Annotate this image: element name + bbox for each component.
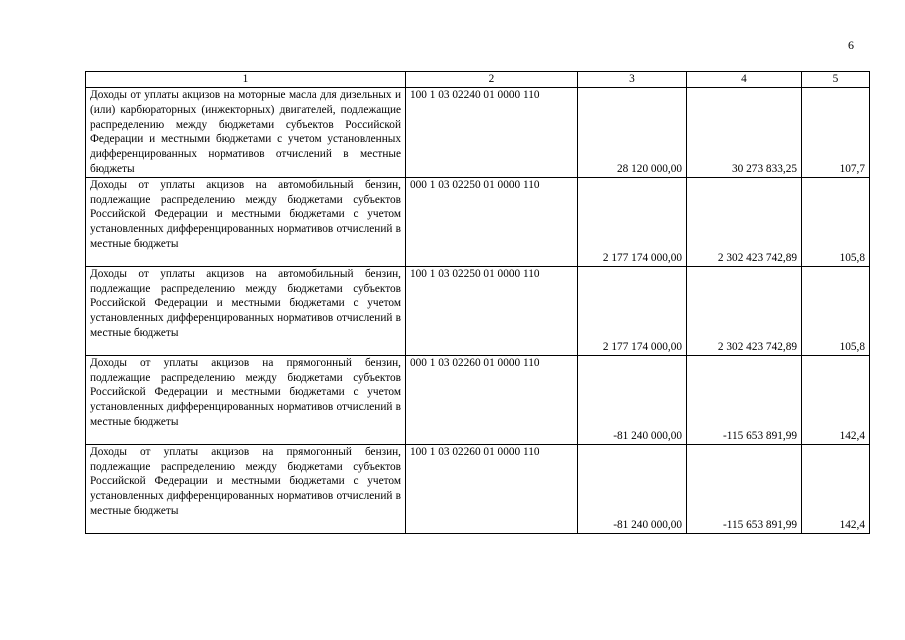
income-description: Доходы от уплаты акцизов на автомобильный бензин, подлежащие распределению между бюджетами субъектов Российской Федерации и местными бюджетами с учетом установленных дифференцированных нормативов отчислений в местные бюджеты	[86, 266, 406, 355]
page-number: 6	[848, 38, 854, 52]
budget-code: 000 1 03 02260 01 0000 110	[406, 355, 578, 444]
revenue-table	[85, 71, 870, 534]
column-header: 4	[687, 72, 802, 88]
actual-amount: 2 302 423 742,89	[687, 266, 802, 355]
column-header: 3	[578, 72, 687, 88]
actual-amount: -115 653 891,99	[687, 355, 802, 444]
income-description: Доходы от уплаты акцизов на прямогонный бензин, подлежащие распределению между бюджетами субъектов Российской Федерации и местными бюджетами с учетом установленных дифференцированных нормативов отчислений в местные бюджеты	[86, 355, 406, 444]
execution-percent: 105,8	[802, 266, 870, 355]
table-row	[86, 88, 870, 178]
table-row	[86, 266, 870, 355]
budget-code: 100 1 03 02260 01 0000 110	[406, 444, 578, 533]
column-header: 2	[406, 72, 578, 88]
actual-amount: 30 273 833,25	[687, 88, 802, 178]
budget-code: 100 1 03 02240 01 0000 110	[406, 88, 578, 178]
execution-percent: 105,8	[802, 177, 870, 266]
actual-amount: 2 302 423 742,89	[687, 177, 802, 266]
table-header-row	[86, 72, 870, 88]
execution-percent: 107,7	[802, 88, 870, 178]
column-header: 5	[802, 72, 870, 88]
table-row	[86, 355, 870, 444]
income-description: Доходы от уплаты акцизов на прямогонный бензин, подлежащие распределению между бюджетами субъектов Российской Федерации и местными бюджетами с учетом установленных дифференцированных нормативов отчислений в местные бюджеты	[86, 444, 406, 533]
planned-amount: -81 240 000,00	[578, 355, 687, 444]
column-header: 1	[86, 72, 406, 88]
income-description: Доходы от уплаты акцизов на моторные масла для дизельных и (или) карбюраторных (инжекторных) двигателей, подлежащие распределению между бюджетами субъектов Российской Федерации и местными бюджетами с учетом установленных дифференцированных нормативов отчислений в местные бюджеты	[86, 88, 406, 178]
budget-code: 100 1 03 02250 01 0000 110	[406, 266, 578, 355]
budget-code: 000 1 03 02250 01 0000 110	[406, 177, 578, 266]
table-row	[86, 177, 870, 266]
actual-amount: -115 653 891,99	[687, 444, 802, 533]
planned-amount: 28 120 000,00	[578, 88, 687, 178]
execution-percent: 142,4	[802, 444, 870, 533]
planned-amount: 2 177 174 000,00	[578, 266, 687, 355]
execution-percent: 142,4	[802, 355, 870, 444]
income-description: Доходы от уплаты акцизов на автомобильный бензин, подлежащие распределению между бюджетами субъектов Российской Федерации и местными бюджетами с учетом установленных дифференцированных нормативов отчислений в местные бюджеты	[86, 177, 406, 266]
planned-amount: -81 240 000,00	[578, 444, 687, 533]
table-row	[86, 444, 870, 533]
planned-amount: 2 177 174 000,00	[578, 177, 687, 266]
